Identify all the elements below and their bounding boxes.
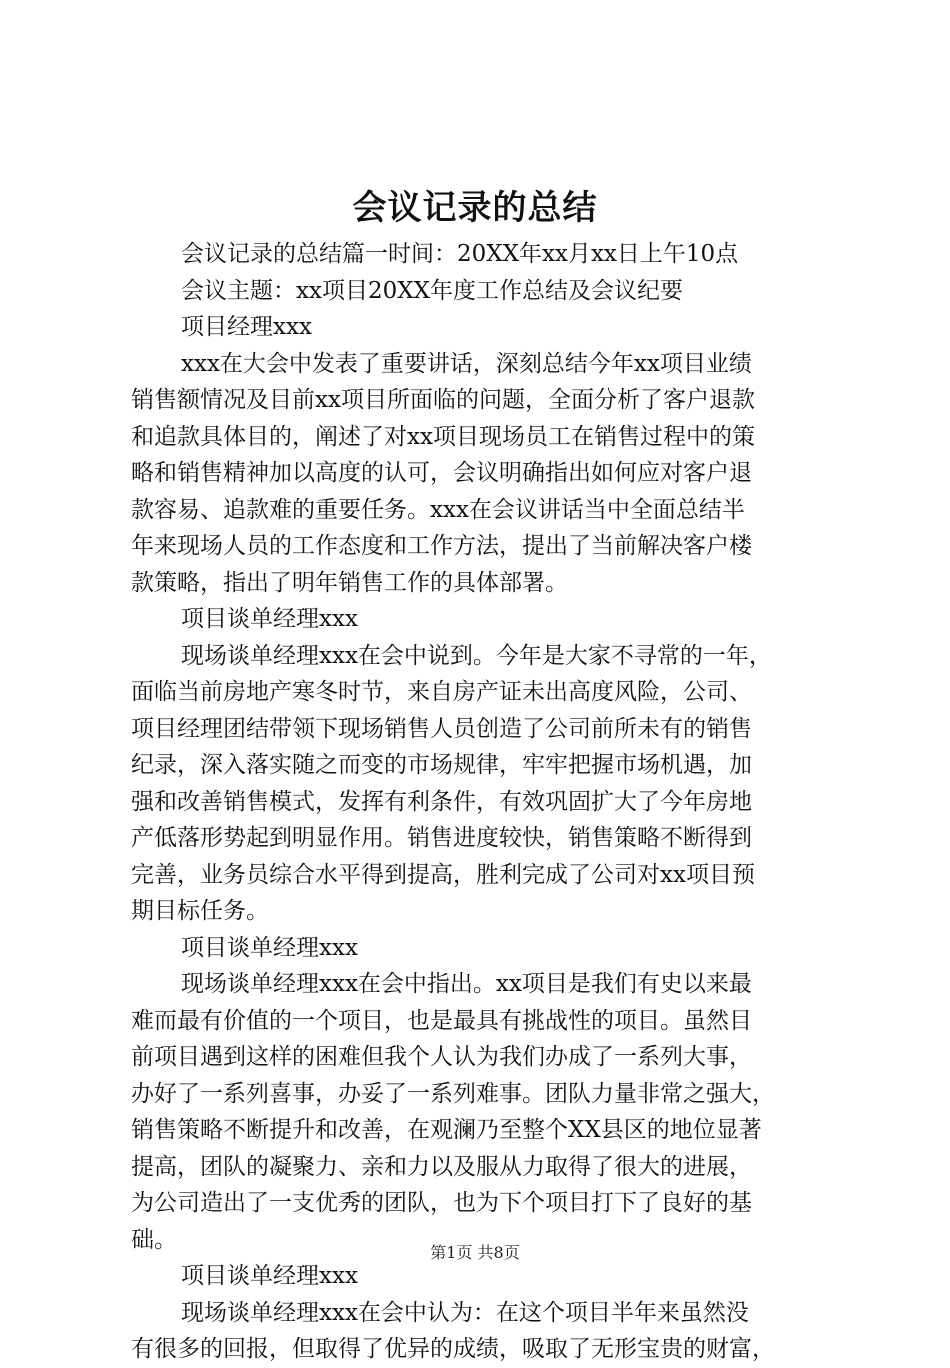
text-line: 完善，业务员综合水平得到提高，胜利完成了公司对xx项目预	[131, 861, 755, 888]
text-line: 项目谈单经理xxx	[181, 606, 358, 632]
text-line: 项目经理团结带领下现场销售人员创造了公司前所未有的销售	[131, 715, 752, 742]
text-line: 项目经理xxx	[181, 314, 312, 340]
text-line: xxx在大会中发表了重要讲话，深刻总结今年xx项目业绩	[181, 350, 752, 377]
page-footer: 第1页 共8页	[430, 1243, 520, 1262]
document-body	[131, 236, 831, 1368]
text-line: 面临当前房地产寒冬时节，来自房产证未出高度风险，公司、	[131, 679, 752, 705]
document-title: 会议记录的总结	[352, 188, 598, 228]
text-line: 提高，团队的凝聚力、亲和力以及服从力取得了很大的进展，	[131, 1153, 752, 1180]
text-line: 销售策略不断提升和改善，在观澜乃至整个XX县区的地位显著	[131, 1117, 762, 1143]
text-line: 础。	[131, 1226, 177, 1253]
text-line: 纪录，深入落实随之而变的市场规律，牢牢把握市场机遇，加	[131, 752, 752, 778]
text-line: 现场谈单经理xxx在会中认为：在这个项目半年来虽然没	[181, 1299, 749, 1326]
text-line: 款策略，指出了明年销售工作的具体部署。	[131, 569, 568, 596]
text-line: 为公司造出了一支优秀的团队，也为下个项目打下了良好的基	[131, 1190, 752, 1216]
text-line: 难而最有价值的一个项目，也是最具有挑战性的项目。虽然目	[131, 1007, 752, 1034]
text-line: 会议记录的总结篇一时间：20XX年xx月xx日上午10点	[181, 241, 739, 267]
text-line: 会议主题：xx项目20XX年度工作总结及会议纪要	[181, 277, 683, 304]
text-line: 现场谈单经理xxx在会中说到。今年是大家不寻常的一年，	[181, 642, 772, 669]
text-line: 年来现场人员的工作态度和工作方法，提出了当前解决客户楼	[131, 533, 752, 559]
text-line: 项目谈单经理xxx	[181, 934, 358, 961]
text-line: 项目谈单经理xxx	[181, 1263, 358, 1289]
text-line: 前项目遇到这样的困难但我个人认为我们办成了一系列大事，	[131, 1044, 752, 1070]
text-line: 有很多的回报，但取得了优异的成绩，吸取了无形宝贵的财富，	[131, 1336, 775, 1362]
text-line: 略和销售精神加以高度的认可，会议明确指出如何应对客户退	[131, 460, 752, 486]
text-line: 期目标任务。	[131, 898, 269, 924]
text-line: 销售额情况及目前xx项目所面临的问题，全面分析了客户退款	[131, 387, 755, 413]
text-line: 产低落形势起到明显作用。销售进度较快，销售策略不断得到	[131, 825, 752, 851]
text-line: 和追款具体目的，阐述了对xx项目现场员工在销售过程中的策	[131, 423, 755, 450]
text-line: 现场谈单经理xxx在会中指出。xx项目是我们有史以来最	[181, 971, 752, 997]
text-line: 办好了一系列喜事，办妥了一系列难事。团队力量非常之强大，	[131, 1080, 775, 1107]
text-line: 款容易、追款难的重要任务。xxx在会议讲话当中全面总结半	[131, 496, 745, 523]
text-line: 强和改善销售模式，发挥有利条件，有效巩固扩大了今年房地	[131, 788, 752, 815]
